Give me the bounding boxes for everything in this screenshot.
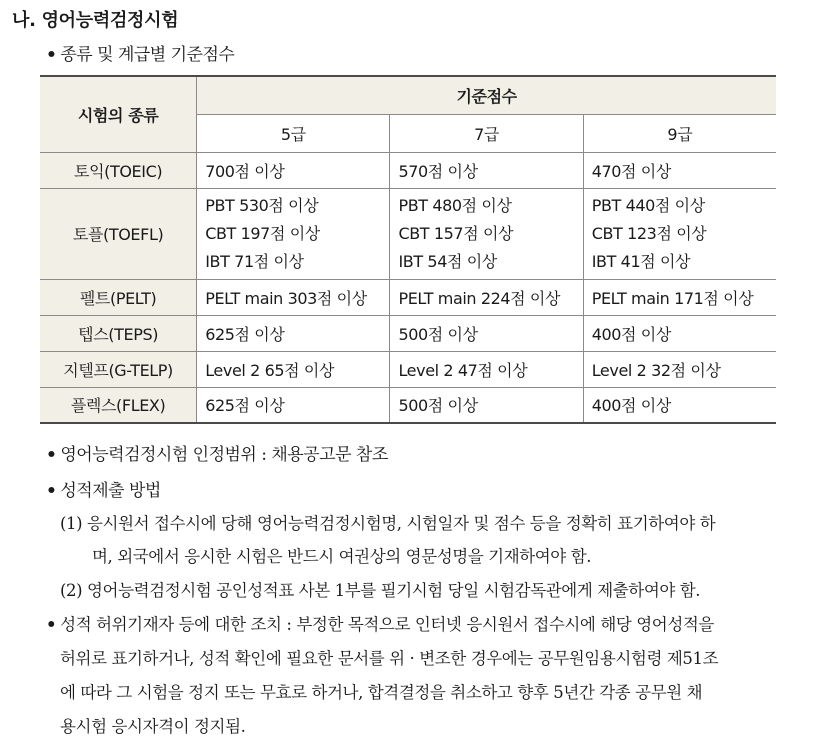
score-line: CBT 157점 이상	[398, 223, 514, 243]
score-cell: 400점 이상	[583, 315, 776, 351]
header-grade-7: 7급	[390, 114, 583, 152]
bullet-text: 영어능력검정시험 인정범위 : 채용공고문 참조	[60, 445, 388, 465]
score-cell: PELT main 171점 이상	[583, 279, 776, 315]
header-grade-5: 5급	[197, 114, 390, 152]
exam-name: 토익(TOEIC)	[40, 152, 197, 188]
header-exam-type: 시험의 종류	[40, 76, 197, 152]
exam-name: 텝스(TEPS)	[40, 315, 197, 351]
score-cell: PELT main 224점 이상	[390, 279, 583, 315]
score-cell: 470점 이상	[583, 152, 776, 188]
score-line: PBT 480점 이상	[398, 195, 512, 215]
item-1-line-2: 며, 외국에서 응시한 시험은 반드시 여권상의 영문성명을 기재하여야 함.	[92, 547, 592, 566]
score-cell: Level 2 32점 이상	[583, 351, 776, 387]
score-cell	[583, 188, 776, 279]
bullet-score-criteria	[46, 40, 234, 65]
score-line: IBT 54점 이상	[398, 251, 497, 271]
score-cell: Level 2 47점 이상	[390, 351, 583, 387]
table-row	[40, 351, 776, 387]
table-row	[40, 387, 776, 423]
score-cell: 625점 이상	[197, 387, 390, 423]
measures-line-2: 허위로 표기하거나, 성적 확인에 필요한 문서를 위 · 변조한 경우에는 공무원임용시험령 제51조	[60, 649, 719, 668]
table-row	[40, 188, 776, 279]
table-row	[40, 279, 776, 315]
bullet-text: 종류 및 계급별 기준점수	[60, 45, 235, 65]
score-line: PBT 530점 이상	[205, 195, 319, 215]
score-cell: 500점 이상	[390, 315, 583, 351]
measures-line-3: 에 따라 그 시험을 정지 또는 무효로 하거나, 합격결정을 취소하고 향후 5년간 각종 공무원 채	[60, 683, 703, 702]
measures-line-4: 용시험 응시자격이 정지됨.	[60, 717, 246, 736]
bullet-false-entry-measures	[46, 611, 714, 635]
bullet-marker: •	[46, 445, 57, 465]
score-cell	[197, 188, 390, 279]
score-cell: 570점 이상	[390, 152, 583, 188]
exam-name: 지텔프(G-TELP)	[40, 351, 197, 387]
bullet-submission-method	[46, 476, 161, 501]
bullet-marker: •	[46, 481, 57, 501]
exam-name: 플렉스(FLEX)	[40, 387, 197, 423]
score-line: IBT 41점 이상	[591, 251, 691, 271]
score-line: CBT 197점 이상	[205, 223, 320, 243]
item-1-line-1: (1) 응시원서 접수시에 당해 영어능력검정시험명, 시험일자 및 점수 등을 정확히 표기하여야 하	[60, 514, 716, 533]
score-line: IBT 71점 이상	[205, 251, 304, 271]
table-row	[40, 315, 776, 351]
score-line: PBT 440점 이상	[591, 195, 705, 215]
bullet-marker: •	[46, 45, 57, 65]
exam-name: 펠트(PELT)	[40, 279, 197, 315]
score-cell: 500점 이상	[390, 387, 583, 423]
bullet-text: 성적제출 방법	[60, 481, 161, 501]
score-cell: 400점 이상	[583, 387, 776, 423]
item-2: (2) 영어능력검정시험 공인성적표 사본 1부를 필기시험 당일 시험감독관에게 제출하여야 함.	[60, 581, 701, 600]
header-grade-9: 9급	[583, 114, 776, 152]
score-cell: 700점 이상	[197, 152, 390, 188]
score-cell	[390, 188, 583, 279]
score-cell: Level 2 65점 이상	[197, 351, 390, 387]
score-table	[40, 75, 776, 424]
score-cell: PELT main 303점 이상	[197, 279, 390, 315]
bullet-marker: •	[46, 615, 57, 634]
score-cell: 625점 이상	[197, 315, 390, 351]
header-base-score: 기준점수	[197, 76, 776, 114]
table-row	[40, 152, 776, 188]
section-title: 나. 영어능력검정시험	[12, 10, 179, 31]
bullet-text: 성적 허위기재자 등에 대한 조치 : 부정한 목적으로 인터넷 응시원서 접수시에 해당 영어성적을	[60, 615, 714, 634]
exam-name: 토플(TOEFL)	[40, 188, 197, 279]
score-line: CBT 123점 이상	[591, 223, 707, 243]
bullet-recognition-scope	[46, 440, 388, 465]
